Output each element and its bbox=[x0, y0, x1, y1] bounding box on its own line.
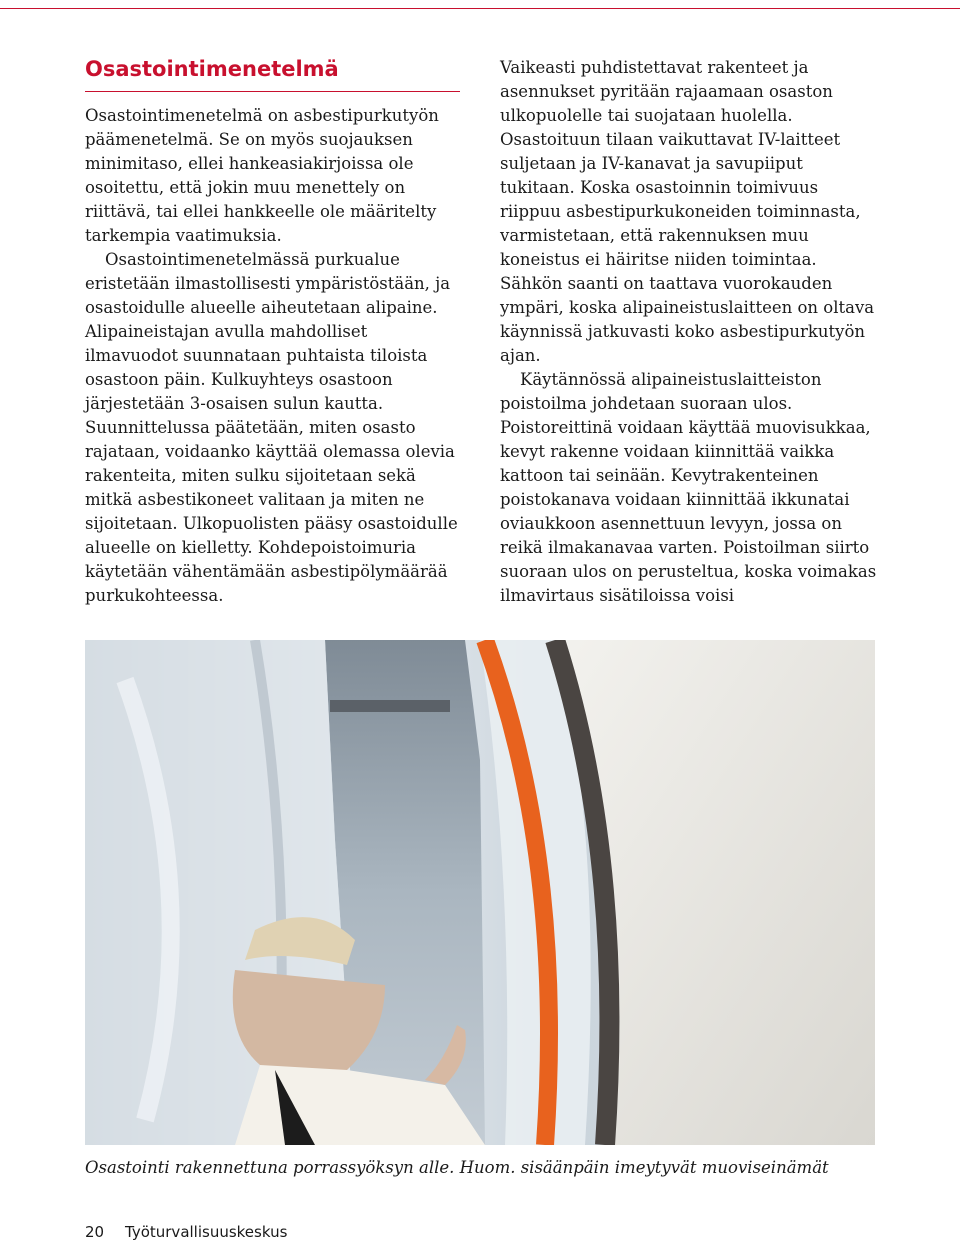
top-rule bbox=[0, 8, 960, 9]
publisher-name: Työturvallisuuskeskus bbox=[125, 1223, 288, 1241]
page-number: 20 bbox=[85, 1223, 105, 1241]
paragraph: Vaikeasti puhdistettavat rakenteet ja asennukset pyritään rajaamaan osaston ulkopuolelle tai suojataan huolella. Osastoituun tilaan vaikuttavat IV-laitteet suljetaan ja IV-kanavat ja savupiiput tukitaan. Koska osastoinnin toimivuus riippuu asbestipurkukoneiden toiminnasta, varmistetaan, että rakennuksen muu koneistus ei häiritse niiden toimintaa. Sähkön saanti on taattava vuorokauden ympäri, koska alipaineistuslaitteen on oltava käynnissä jatkuvasti koko asbestipurkutyön ajan. bbox=[500, 58, 875, 365]
photo-enclosure-worker bbox=[85, 640, 875, 1145]
left-column bbox=[85, 56, 465, 608]
paragraph: Käytännössä alipaineistuslaitteiston poistoilma johdetaan suoraan ulos. Poistoreittinä voidaan käyttää muovisukkaa, kevyt rakenne voidaan kiinnittää vaikka kattoon tai seinään. Kevytrakenteinen poistokanava voidaan kiinnittää ikkunatai oviaukkoon asennettuun levyyn, jossa on reikä ilmakanavaa varten. Poistoilman siirto suoraan ulos on perusteltua, koska voimakas ilmavirtaus sisätiloissa voisi bbox=[500, 370, 877, 605]
page-footer bbox=[85, 1220, 287, 1244]
photo-caption: Osastointi rakennettuna porrassyöksyn alle. Huom. sisäänpäin imeytyvät muoviseinämät bbox=[85, 1158, 829, 1177]
paragraph: Osastointimenetelmässä purkualue eristetään ilmastollisesti ympäristöstään, ja osastoidulle alueelle aiheutetaan alipaine. Alipaineistajan avulla mahdolliset ilmavuodot suunnataan puhtaista tiloista osastoon päin. Kulkuyhteys osastoon järjestetään 3-osaisen sulun kautta. Suunnittelussa päätetään, miten osasto rajataan, voidaanko käyttää olemassa olevia rakenteita, miten sulku sijoitetaan sekä mitkä asbestikoneet valitaan ja miten ne sijoitetaan. Ulkopuolisten pääsy osastoidulle alueelle on kielletty. Kohdepoistoimuria käytetään vähentämään asbestipölymäärää purkukohteessa. bbox=[85, 250, 458, 605]
section-heading: Osastointimenetelmä bbox=[85, 57, 339, 81]
paragraph: Osastointimenetelmä on asbestipurkutyön päämenetelmä. Se on myös suojauksen minimitaso, ellei hankeasiakirjoissa ole osoitettu, että jokin muu menettely on riittävä, tai ellei hankkeelle ole määritelty tarkempia vaatimuksia. bbox=[85, 106, 439, 245]
right-column bbox=[500, 56, 880, 608]
heading-rule bbox=[85, 91, 460, 92]
